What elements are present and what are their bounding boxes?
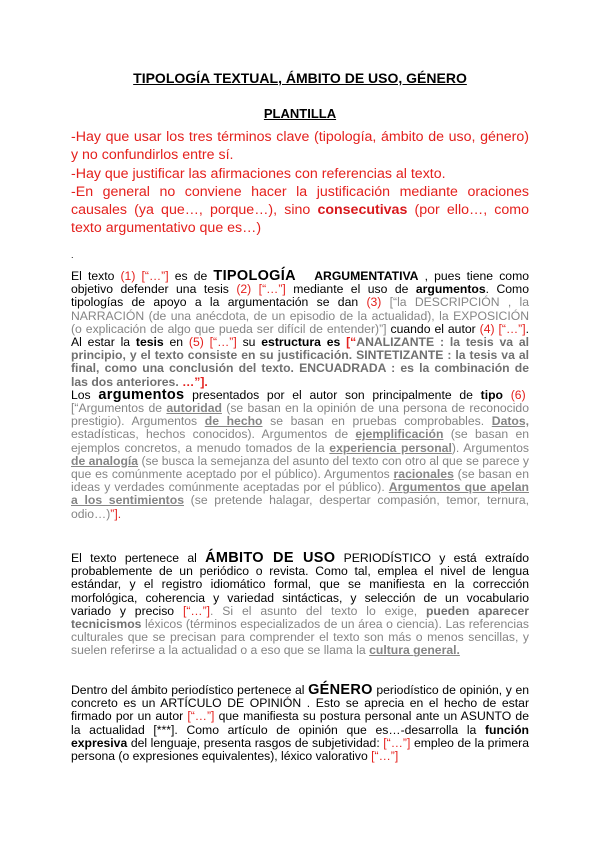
instruction-notes	[71, 128, 529, 238]
note-line-2: -Hay que justificar las afirmaciones con referencias al texto.	[71, 165, 446, 182]
note-line-1: -Hay que usar los tres términos clave (tipología, ámbito de uso, género) y no confundirlos entre sí.	[71, 129, 529, 164]
page-subtitle: PLANTILLA	[263, 106, 337, 121]
genero-paragraph: Dentro del ámbito periodístico pertenece al GÉNERO periodístico de opinión, y en concreto es un ARTÍCULO DE OPINIÓN . Esto se aprecia en el hecho de estar firmado por un autor [“…”] que manifiesta su postura personal ante un ASUNTO de la actualidad [***]. Como artículo de opinión que es…-desarrolla la función expresiva del lenguaje, presenta rasgos de subjetividad: [“…”] empleo de la primera persona (o expresiones equivalentes), léxico valorativo [“…”]	[71, 682, 530, 764]
separator-dot: .	[71, 250, 74, 260]
page-title: TIPOLOGÍA TEXTUAL, ÁMBITO DE USO, GÉNERO	[133, 70, 467, 86]
genero-section	[71, 684, 529, 763]
argumentos-paragraph: Los argumentos presentados por el autor son principalmente de tipo (6) [“Argumentos de autoridad (se basan en la opinión de una persona de reconocido prestigio). Argumentos de hecho se basan en pruebas comprobables. Datos, estadísticas, hechos conocidos). Argumentos de ejemplificación (se basan en ejemplos concretos, a menudo tomados de la experiencia personal). Argumentos de analogía (se busca la semejanza del asunto del texto con otro al que se parece y que es comúnmente aceptado por el público). Argumentos racionales (se basan en ideas y verdades comúnmente aceptadas por el público). Argumentos que apelan a los sentimientos (se pretende halagar, despertar compasión, temor, ternura, odio…)”].	[71, 386, 530, 521]
note-line-3: -En general no conviene hacer la justificación mediante oraciones causales (ya que…, porque…), sino consecutivas (por ello…, como texto argumentativo que es…)	[71, 183, 529, 237]
ambito-paragraph: El texto pertenece al ÁMBITO DE USO PERIODÍSTICO y está extraído probablemente de un periódico o revista. Como tal, emplea el nivel de lengua estándar, y el registro idiomático formal, que se manifiesta en la corrección morfológica, coherencia y variedad sintácticas, y selección de un vocabulario variado y preciso [“…”]. Si el asunto del texto lo exige, pueden aparecer tecnicismos léxicos (términos especializados de un área o ciencia). Las referencias culturales que se precisan para comprender el texto son más o menos sencillas, y suelen referirse a la actualidad o a eso que se llama la cultura general.	[71, 550, 530, 658]
tipologia-section	[71, 270, 529, 521]
ambito-section	[71, 552, 529, 658]
tipologia-paragraph: El texto (1) [“…”] es de TIPOLOGÍA ARGUMENTATIVA , pues tiene como objetivo defender una tesis (2) [“…”] mediante el uso de argumentos. Como tipologías de apoyo a la argumentación se dan (3) [“la DESCRIPCIÓN , la NARRACIÓN (de una anécdota, de un episodio de la actualidad), la EXPOSICIÓN (o explicación de algo que pueda ser difícil de entender)”] cuando el autor (4) [“…”]. Al estar la tesis en (5) [“…”] su estructura es [“ANALIZANTE : la tesis va al principio, y el texto consiste en su justificación. SINTETIZANTE : la tesis va al final, como una conclusión del texto. ENCUADRADA : es la combinación de las dos anteriores. …”].	[71, 268, 530, 389]
